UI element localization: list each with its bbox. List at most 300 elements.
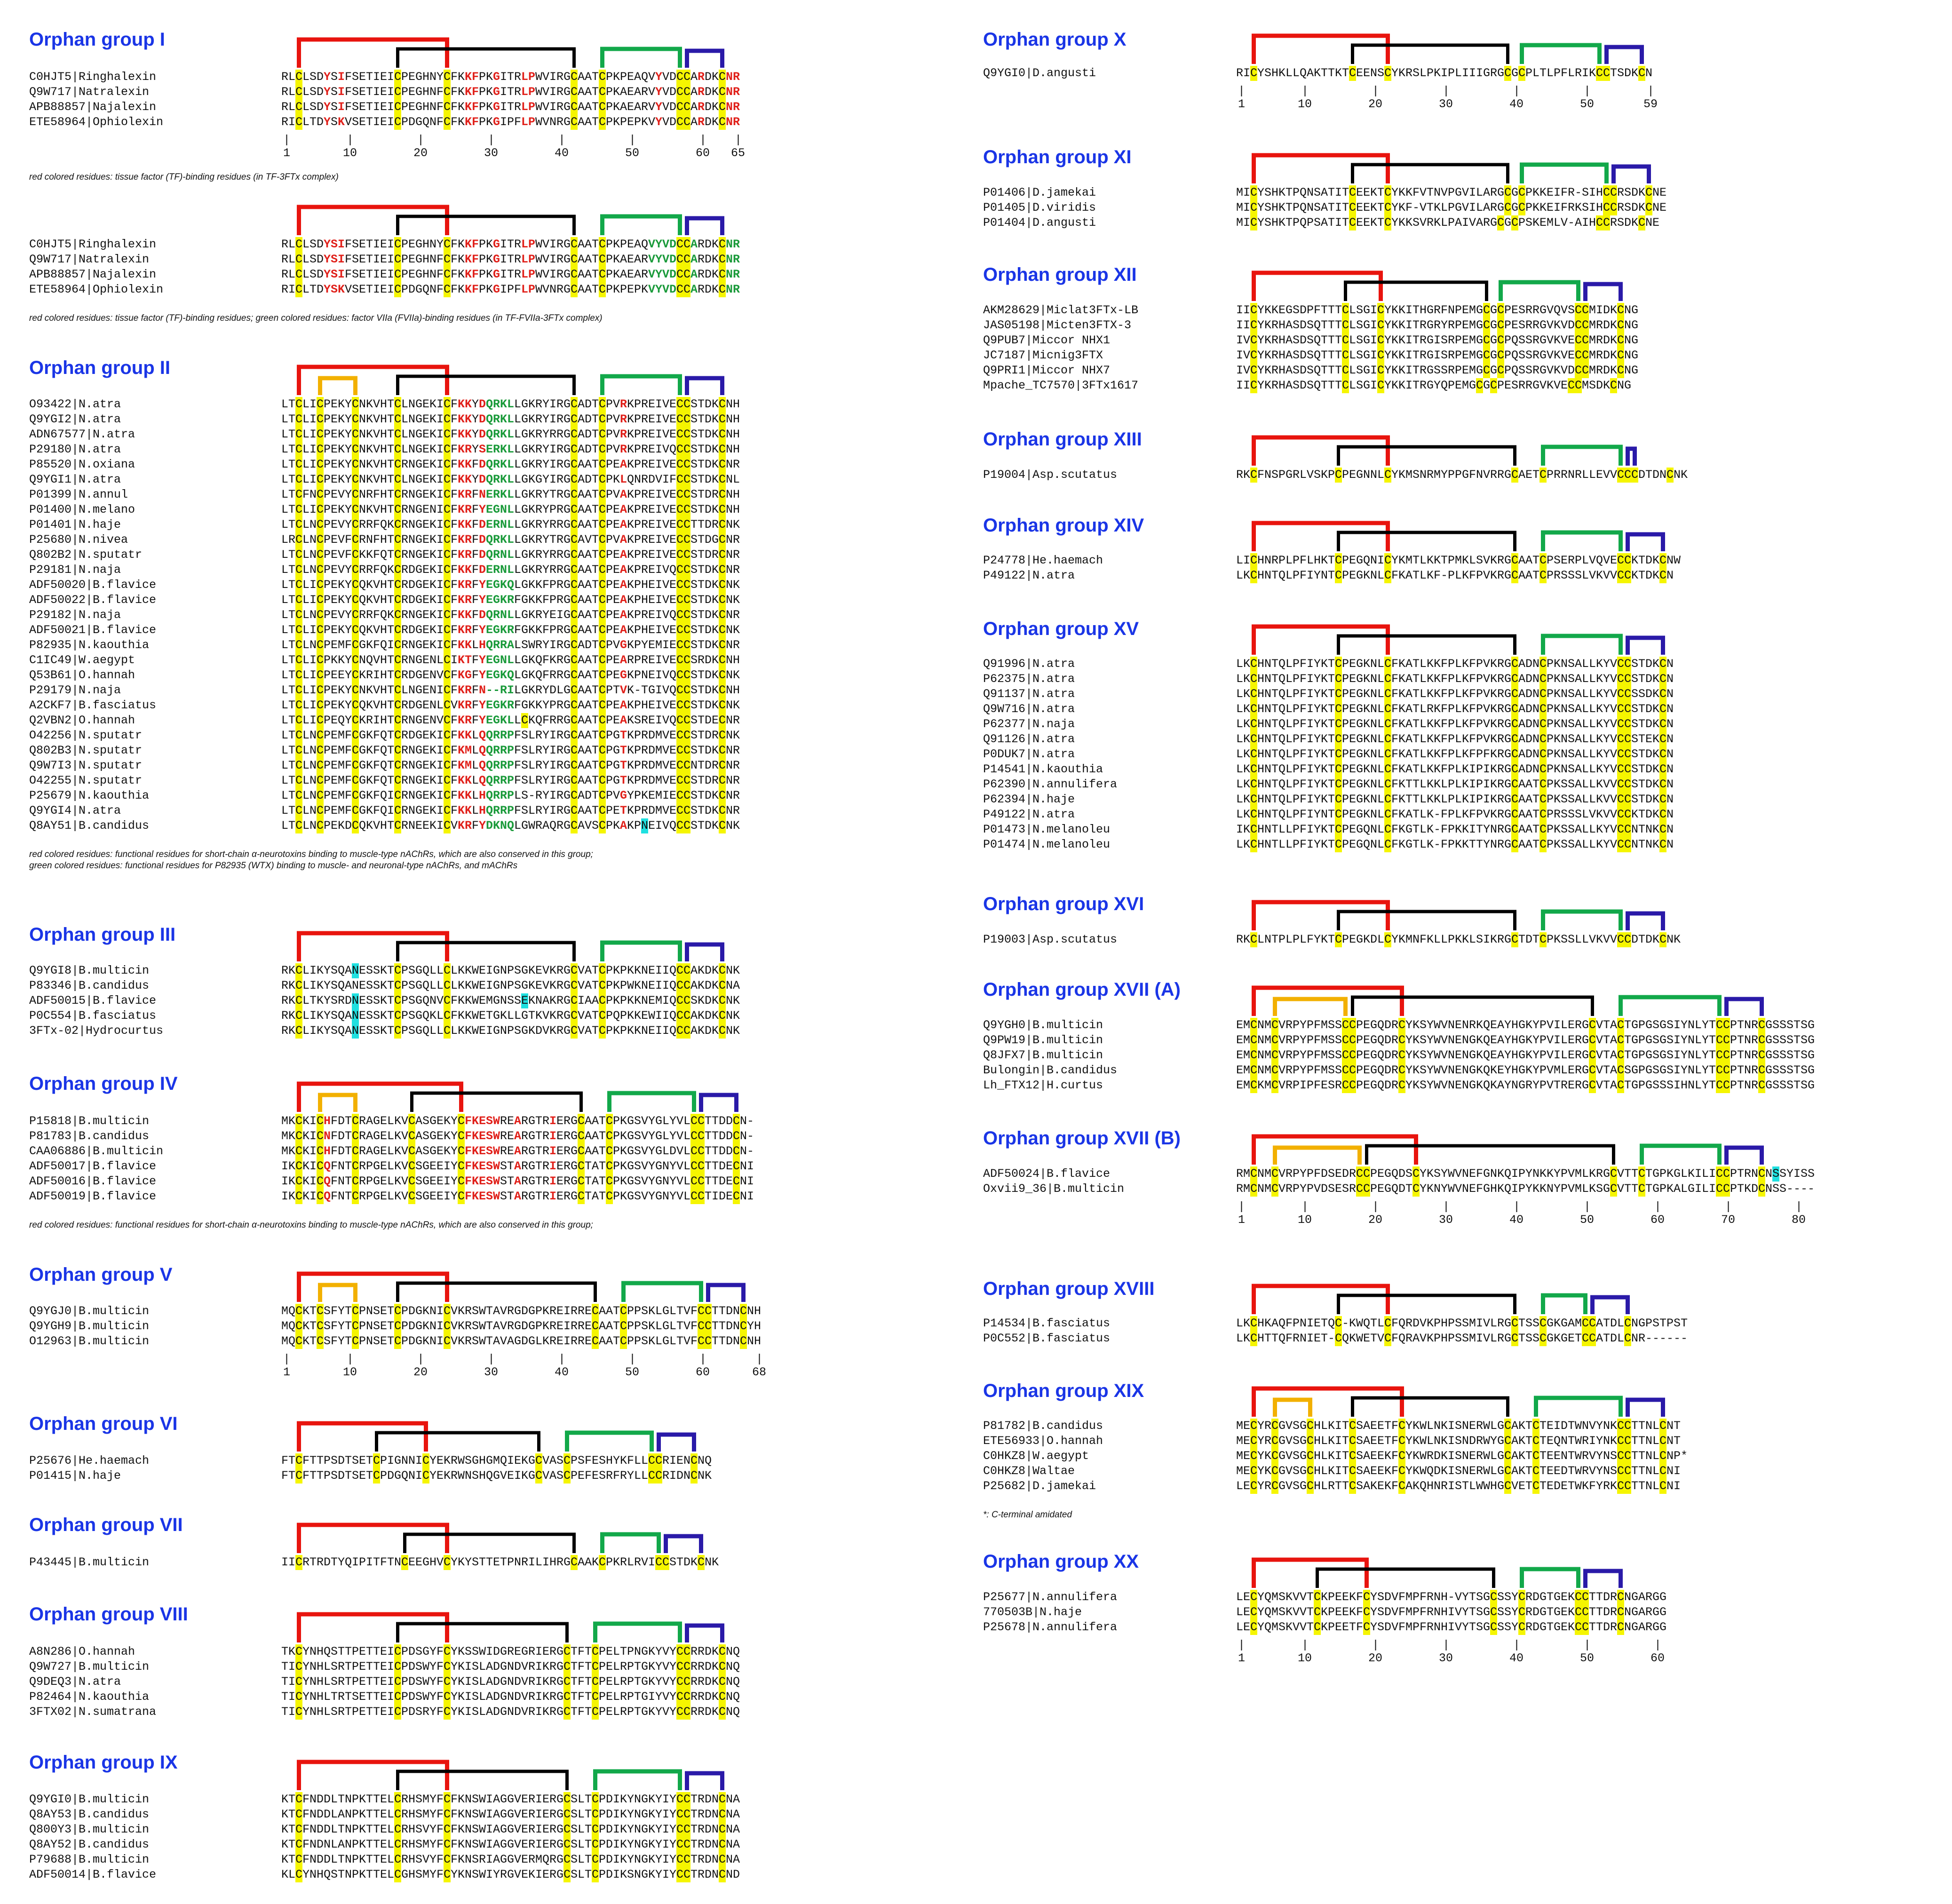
ruler-label: 10 [343, 146, 357, 160]
sequence-name: P25680|N.nivea [29, 533, 128, 547]
sequence-residues: LTCFNCPEVYCNRFHTCRNGEKICFKRFNERKLLGKRYTRGCAATCPVAKPREIVECCSTDRCNH [281, 488, 740, 501]
sequence-name: P25677|N.annulifera [983, 1590, 1118, 1604]
legend-note: red colored residues: tissue factor (TF)-binding residues; green colored residues: factor VIIa (FVIIa)-binding residues (in TF-FVIIa-3FTx complex) [29, 313, 603, 323]
sequence-name: ETE58964|Ophiolexin [29, 115, 164, 129]
sequence-residues: EMCKMCVRPIPFESRCCPEGQDRCYKSYWVNENGKQKAYNGRYPVTRERGCVTACTGPGSSSIHNLYTCCPTNRCGSSSTSG [1236, 1079, 1815, 1092]
sequence-name: Q9YGI2|N.atra [29, 413, 121, 426]
ruler-label: 30 [1439, 1651, 1453, 1665]
sequence-residues: LTCLICPEKYCNKVHTCLNGEKICFKKYDQRKLLGKRYIRGCADTCPVRKPREIVECCSTDKCNH [281, 413, 740, 426]
sequence-name: P43445|B.multicin [29, 1555, 150, 1569]
sequence-residues: LICHNRPLPFLHKTCPEGQNICYKMTLKKTPMKLSVKRGCAATCPSERPLVQVECCKTDKCNW [1236, 554, 1681, 567]
sequence-residues: KTCFNDDLANPKTTELCRHSMYFCFKNSWIAGGVERIERGCSLTCPDIKYNGKYIYCCTRDNCNA [281, 1808, 740, 1821]
sequence-name: Q9YGH0|B.multicin [983, 1018, 1103, 1032]
ruler-tick: | [1584, 1638, 1591, 1652]
sequence-residues: IICYKRHASDSQTTTCLSGICYKKITRGYQPEMGCGCPESRRGVKVECCMSDKCNG [1236, 379, 1632, 392]
group-title: Orphan group VIII [29, 1604, 188, 1625]
sequence-name: P01399|N.annul [29, 488, 128, 501]
sequence-residues: LKCHNTQLPFIYKTCPEGKNLCFKATLKKFPLKFPVKRGCADNCPKNSALLKYVCCSTDKCN [1236, 672, 1674, 686]
ruler-tick: | [488, 133, 495, 147]
sequence-name: ADF50019|B.flavice [29, 1190, 157, 1203]
sequence-residues: FTCFTTPSDTSETCPIGNNICYEKRWSGHGMQIEKGCVASCPSFESHYKFLLCCRIENCNQ [281, 1454, 712, 1468]
sequence-residues: LKCHNTQLPFIYKTCPEGKNLCFKTTLKKLPLKIPIKRGCAATCPKSSALLKVVCCSTDKCN [1236, 777, 1674, 791]
legend-note: red colored residues: functional residues for short-chain α-neurotoxins binding to muscle-type nAChRs, which are also conserved in this group; [29, 1220, 593, 1230]
ruler-tick: | [558, 133, 566, 147]
ruler-label: 1 [283, 1365, 291, 1379]
ruler-tick: | [756, 1352, 763, 1366]
sequence-name: P15818|B.multicin [29, 1114, 150, 1128]
sequence-name: Q9YGI4|N.atra [29, 804, 121, 817]
sequence-name: P01405|D.viridis [983, 201, 1096, 214]
sequence-residues: LECYQMSKVVTCKPEEKFCYSDVFMPFRNH-VYTSGCSSYCRDGTGEKCCTTDRCNGARGG [1236, 1590, 1667, 1604]
sequence-name: P49122|N.atra [983, 569, 1075, 582]
sequence-residues: LTCLICPEKYCNKVHTCLNGENICFKRFN--RILGKRYDLGCAATCPTVK-TGIVQCCSTDKCNH [281, 683, 740, 697]
sequence-name: P24778|He.haemach [983, 554, 1103, 567]
ruler-tick: | [1238, 1200, 1246, 1214]
sequence-residues: KTCFNDDLTNPKTTELCRHSVYFCFKNSWIAGGVERIERGCSLTCPDIKYNGKYIYCCTRDNCNA [281, 1823, 740, 1836]
sequence-name: Q91137|N.atra [983, 687, 1075, 701]
sequence-name: ADF50017|B.flavice [29, 1159, 157, 1173]
sequence-residues: IICYKKEGSDPFTTTCLSGICYKKITHGRFNPEMGCGCPESRRGVQVSCCMIDKCNG [1236, 303, 1639, 317]
sequence-residues: TICYNHLSRTPETTEICPDSRYFCYKISLADGNDVRIKRGCTFTCPELRPTGKYVYCCRRDKCNQ [281, 1705, 740, 1719]
sequence-residues: LTCLICPEKYCQKVHTCRDGEKICFKRFYEGKRFGKKFPRGCAATCPEAKPHEIVECCSTDKCNK [281, 593, 740, 607]
sequence-name: JAS05198|Micten3FTX-3 [983, 318, 1132, 332]
sequence-name: Bulongin|B.candidus [983, 1063, 1118, 1077]
ruler-tick: | [1584, 1200, 1591, 1214]
sequence-residues: TICYNHLTRTSETTEICPDSWYFCYKISLADGNDVRIKRGCTFTCPELRPTGIYVYCCRRDKCNQ [281, 1690, 740, 1704]
ruler-label: 20 [413, 146, 428, 160]
sequence-residues: LTCLICPEKYCNKVHTCRNGEKICFKKFDQRKLLGKRYIRGCAATCPEAKPREIVECCSTDKCNR [281, 458, 740, 471]
ruler-tick: | [1372, 1638, 1380, 1652]
ruler-label: 40 [555, 1365, 569, 1379]
sequence-name: ADF50016|B.flavice [29, 1174, 157, 1188]
sequence-residues: LKCHKAQFPNIETQC-KWQTLCFQRDVKPHPSSMIVLRGCTSSCGKGAMCCATDLCNGPSTPST [1236, 1317, 1688, 1330]
sequence-name: ADF50015|B.flavice [29, 994, 157, 1008]
sequence-name: P62377|N.naja [983, 717, 1075, 731]
sequence-name: Q9W717|Natralexin [29, 253, 150, 266]
sequence-residues: LTCLNCPEMFCGKFQICRNGEKICFKKLHQRRPLS-RYIRGCADTCPVGYPKEMIECCSTDKCNR [281, 789, 740, 802]
sequence-residues: IKCHNTLLPFIYKTCPEGQNLCFKGTLK-FPKKITYNRGCAATCPKSSALLKYVCCNTNKCN [1236, 823, 1674, 836]
sequence-name: Q802B3|N.sputatr [29, 744, 143, 757]
sequence-name: P81783|B.candidus [29, 1129, 150, 1143]
sequence-residues: LTCLICPEKYCNKVHTCRNGENICFKRFYEGNLLGKRYPRGCAATCPEAKPREIVECCSTDKCNH [281, 503, 740, 516]
sequence-residues: LTCLNCPEVFCKKFQTCRNGEKICFKRFDQRNLLGKRYRRGCAATCPEAKPREIVECCSTDRCNR [281, 548, 740, 562]
sequence-name: Q9PW19|B.multicin [983, 1033, 1103, 1047]
sequence-name: Q8AY52|B.candidus [29, 1838, 150, 1851]
ruler-label: 40 [555, 146, 569, 160]
sequence-residues: IKCKICQFNTCRPGELKVCSGEEIYCFKESWSTARGTRIERGCTATCPKGSVYGNYVLCCTTDECNI [281, 1159, 754, 1173]
sequence-residues: KLCYNHQSTNPKTTELCGHSMYFCYKNSWIYRGVEKIERGCSLTCPDIKSNGKYIYCCTRDNCND [281, 1868, 740, 1881]
ruler-tick: | [1301, 84, 1309, 98]
sequence-residues: EMCNMCVRPYPFMSSCCPEGQDRCYKSYWVNENGKQEAYHGKYPVILERGCVTACTGPGSGSIYNLYTCCPTNRCGSSSTSG [1236, 1048, 1815, 1062]
ruler-tick: | [1654, 1638, 1662, 1652]
sequence-name: C0HJT5|Ringhalexin [29, 70, 157, 84]
sequence-name: Q9YGH9|B.multicin [29, 1319, 150, 1333]
sequence-name: Q53B61|O.hannah [29, 668, 135, 682]
sequence-name: P83346|B.candidus [29, 979, 150, 992]
ruler-label: 70 [1721, 1213, 1736, 1227]
sequence-name: ADF50014|B.flavice [29, 1868, 157, 1881]
ruler-tick: | [1513, 84, 1521, 98]
group-title: Orphan group XI [983, 147, 1132, 167]
ruler-label: 40 [1509, 1651, 1524, 1665]
sequence-name: A8N286|O.hannah [29, 1645, 135, 1658]
ruler-label: 1 [283, 146, 291, 160]
sequence-name: Oxvii9_36|B.multicin [983, 1182, 1125, 1196]
legend-note: green colored residues: functional residues for P82935 (WTX) binding to muscle- and neuronal-type nAChRs, and mAChRs [29, 861, 518, 871]
sequence-residues: LKCHNTQLPFIYKTCPEGKNLCFKATLKKFPLKIPIKRGCADNCPKNSALLKYVCCSTDKCN [1236, 762, 1674, 776]
bond-red [1254, 1560, 1367, 1588]
sequence-name: C1IC49|W.aegypt [29, 653, 135, 667]
sequence-name: Q9W727|B.multicin [29, 1660, 150, 1674]
sequence-residues: KTCFNDDLTNPKTTELCRHSVYFCFKNSRIAGGVERMQRGCSLTCPDIKYNGKYIYCCTRDNCNA [281, 1853, 740, 1866]
sequence-residues: LRCLNCPEVFCRNFHTCRNGEKICFKRFDQRKLLGKRYTRGCAVTCPVAKPREIVECCSTDGCNR [281, 533, 740, 547]
ruler-tick: | [629, 1352, 636, 1366]
sequence-residues: KTCFNDNLANPKTTELCRHSMYFCFKNSWIAGGVERIERGCSLTCPDIKYNGKYIYCCTRDNCNA [281, 1838, 740, 1851]
sequence-residues: IVCYKRHASDSQTTTCLSGICYKKITRGISRPEMGCGCPQSSRGVKVECCMRDKCNG [1236, 333, 1639, 347]
sequence-residues: RICYSHKLLQAKTTKTCEENSCYKRSLPKIPLIIIGRGCGCPLTLPFLRIKCCTSDKCN [1236, 66, 1653, 80]
sequence-residues: LTCLNCPEVYCRRFQKCRDGEKICFKKFDERNLLGKRYRRGCAATCPEAKPREIVQCCSTDKCNR [281, 563, 740, 577]
sequence-residues: LTCLNCPEVYCRRFQKCRNGEKICFKKFDERNLLGKRYRRGCAATCPEAKPREIVECCTTDRCNK [281, 518, 740, 532]
sequence-residues: LTCLICPEKYCQKVHTCRDGENLCVKRFYEGKRFGKKYPRGCAATCPEAKPHEIVECCSTDKCNK [281, 698, 740, 712]
sequence-name: Q91126|N.atra [983, 732, 1075, 746]
ruler-label: 30 [1439, 97, 1453, 111]
sequence-residues: RKCFNSPGRLVSKPCPEGNNLCYKMSNRMYPPGFNVRRGCAETCPRRNRLLEVVCCCDTDNCNK [1236, 468, 1688, 482]
sequence-name: Q91996|N.atra [983, 657, 1075, 671]
ruler-tick: | [283, 1352, 291, 1366]
ruler-tick: | [1647, 84, 1655, 98]
sequence-name: P29179|N.naja [29, 683, 121, 697]
sequence-residues: LKCHNTQLPFIYNTCPEGKNLCFKATLKF-PLKFPVKRGCAATCPRSSSLVKVVCCKTDKCN [1236, 569, 1674, 582]
sequence-residues: RLCLSDYSIFSETIEICPEGHNYCFKKFPKGITRLPWVIRGCAATCPKPEAQVYVDCCARDKCNR [281, 238, 740, 251]
sequence-name: O93422|N.atra [29, 397, 121, 411]
ruler-label: 10 [1298, 1213, 1312, 1227]
sequence-name: C0HJT5|Ringhalexin [29, 238, 157, 251]
sequence-name: O42256|N.sputatr [29, 729, 143, 742]
ruler-tick: | [1443, 1200, 1450, 1214]
sequence-residues: IVCYKRHASDSQTTTCLSGICYKKITRGISRPEMGCGCPQSSRGVKVECCMRDKCNG [1236, 349, 1639, 362]
sequence-residues: FTCFTTPSDTSETCPDGQNICYEKRWNSHQGVEIKGCVASCPEFESRFRYLLCCRIDNCNK [281, 1469, 712, 1483]
ruler-label: 10 [343, 1365, 357, 1379]
ruler-tick: | [347, 1352, 354, 1366]
sequence-residues: LTCLICPEKYCNKVHTCLNGEKICFKKYDQRKLLGKRYIRGCADTCPVRKPREIVECCSTDKCNH [281, 397, 740, 411]
sequence-residues: EMCNMCVRPYPFMSSCCPEGQDRCYKSYWVNENGKQKEYHGKYPVMLERGCVTACSGPGSGSIYNLYTCCPTNRCGSSSTSG [1236, 1063, 1815, 1077]
ruler-tick: | [1238, 84, 1246, 98]
sequence-residues: IICYKRHASDSQTTTCLSGICYKKITRGRYRPEMGCGCPESRRGVKVDCCMRDKCNG [1236, 318, 1639, 332]
sequence-residues: RKCLIKYSQANESSKTCPSGQKLCFKKWETGKLLGTKVKRGCVATCPQPKKEWIIQCCAKDKCNK [281, 1009, 740, 1023]
ruler-label: 1 [1238, 1651, 1246, 1665]
sequence-residues: IKCKICQFNTCRPGELKVCSGEEIYCFKESWSTARGTRIERGCTATCPKGSVYGNYVLCCTTDECNI [281, 1174, 754, 1188]
sequence-residues: LKCHNTLLPFIYKTCPEGQNLCFKGTLK-FPKKTTYNRGCAATCPKSSALLKYVCCNTNKCN [1236, 838, 1674, 851]
sequence-name: Lh_FTX12|H.curtus [983, 1079, 1103, 1092]
sequence-name: Q9W717|Natralexin [29, 85, 150, 99]
ruler-tick: | [283, 133, 291, 147]
sequence-residues: LECYQMSKVVTCKPEEKFCYSDVFMPFRNHIVYTSGCSSYCRDGTGEKCCTTDRCNGARGG [1236, 1605, 1667, 1619]
sequence-residues: LKCHNTQLPFIYKTCPEGKNLCFKATLKKFPLKFPVKRGCADNCPKNSALLKYVCCSTDKCN [1236, 657, 1674, 671]
sequence-residues: LTCLICPEKYCNKVHTCLNGEKICFKKYDQRKLLGKRYRRGCADTCPVRKPREIVECCSTDKCNH [281, 428, 740, 441]
group-title: Orphan group I [29, 29, 165, 50]
sequence-residues: EMCNMCVRPYPFMSSCCPEGQDRCYKSYWVNENRKQEAYHGKYPVILERGCVTACTGPGSGSIYNLYTCCPTNRCGSSSTSG [1236, 1018, 1815, 1032]
ruler-label: 50 [1580, 1651, 1595, 1665]
sequence-residues: LTCLICPEKYCNKVHTCLNGEKICFKKYDQRKLLGKGYIRGCADTCPKLQNRDVIFCCSTDKCNL [281, 473, 740, 486]
sequence-residues: RKCLNTPLPLFYKTCPEGKDLCYKMNFKLLPKKLSIKRGCTDTCPKSSLLVKVVCCDTDKCNK [1236, 933, 1681, 946]
group-title: Orphan group XVII (A) [983, 979, 1181, 1000]
sequence-residues: LKCHNTQLPFIYNTCPEGKNLCFKATLK-FPLKFPVKRGCAATCPRSSSLVKVVCCKTDKCN [1236, 808, 1674, 821]
sequence-name: P62390|N.annulifera [983, 777, 1118, 791]
sequence-residues: RKCLIKYSQANESSKTCPSGQLLCLKKWEIGNPSGKDVKRGCVATCPKPKKNEIIQCCAKDKCNK [281, 1024, 740, 1038]
sequence-name: P29182|N.naja [29, 608, 121, 622]
sequence-name: P25682|D.jamekai [983, 1479, 1096, 1493]
sequence-residues: LTCLNCPEMFCGKFQTCRNGEKICFKKLQQRRPFSLRYIRGCAATCPGTKPRDMVECCSTDRCNR [281, 774, 740, 787]
ruler-tick: | [347, 133, 354, 147]
group-title: Orphan group XVII (B) [983, 1128, 1181, 1149]
sequence-name: C0HKZ8|W.aegypt [983, 1449, 1089, 1463]
sequence-residues: TICYNHLSRTPETTEICPDSWYFCYKISLADGNDVRIKRGCTFTCPELRPTGKYVYCCRRDKCNQ [281, 1660, 740, 1674]
sequence-name: O42255|N.sputatr [29, 774, 143, 787]
sequence-name: ETE58964|Ophiolexin [29, 283, 164, 296]
sequence-residues: MICYSHKTPQNSATITCEEKTCYKF-VTKLPGVILARGCGCPKKEIFRKSIHCCRSDKCNE [1236, 201, 1667, 214]
ruler-label: 1 [1238, 97, 1246, 111]
sequence-residues: MQCKTCSFYTCPNSETCPDGKNICVKRSWTAVRGDGPKREIRRECAATCPPSKLGLTVFCCTTDNCNH [281, 1304, 762, 1318]
sequence-name: P82935|N.kaouthia [29, 638, 150, 652]
ruler-tick: | [1301, 1638, 1309, 1652]
ruler-label: 50 [1580, 97, 1595, 111]
sequence-name: Q800Y3|B.multicin [29, 1823, 150, 1836]
bond-blue [1586, 1571, 1621, 1588]
bond-black [1317, 1569, 1494, 1588]
sequence-name: APB88857|Najalexin [29, 268, 157, 281]
group-title: Orphan group XIV [983, 515, 1144, 536]
ruler-tick: | [417, 133, 425, 147]
sequence-name: APB88857|Najalexin [29, 100, 157, 114]
ruler-label: 60 [696, 146, 710, 160]
sequence-name: P01473|N.melanoleu [983, 823, 1111, 836]
sequence-residues: TICYNHLSRTPETTEICPDSWYFCYKISLADGNDVRIKRGCTFTCPELRPTGKYVYCCRRDKCNQ [281, 1675, 740, 1689]
ruler-tick: | [1584, 84, 1591, 98]
ruler-label: 65 [731, 146, 746, 160]
ruler-label: 68 [752, 1365, 767, 1379]
sequence-residues: LTCLICPKKYCNQVHTCRNGENLCIKTFYEGNLLGKQFKRGCAATCPEARPREIVECCSRDKCNH [281, 653, 740, 667]
legend-note: red colored residues: tissue factor (TF)-binding residues (in TF-3FTx complex) [29, 172, 339, 182]
sequence-residues: RLCLSDYSIFSETIEICPEGHNFCFKKFPKGITRLPWVIRGCAATCPKAEARVYVDCCARDKCNR [281, 85, 740, 99]
sequence-name: P62375|N.atra [983, 672, 1075, 686]
sequence-name: Q9YGI0|B.multicin [29, 1793, 150, 1806]
sequence-residues: LTCLNCPEMFCGKFQICRNGEKICFKKLHQRRALSWRYIRGCADTCPVGKPYEMIECCSTDKCNR [281, 638, 740, 652]
sequence-name: 3FTX02|N.sumatrana [29, 1705, 157, 1719]
sequence-residues: IKCKICQFNTCRPGELKVCSGEEIYCFKESWSTARGTRIERGCTATCPKGSVYGNYVLCCTIDECNI [281, 1190, 754, 1203]
sequence-residues: LTCLNCPEMFCGKFQTCRNGEKICFKMLQQRRPFSLRYIRGCAATCPGTKPRDMVECCSTDKCNR [281, 744, 740, 757]
group-title: Orphan group XIX [983, 1380, 1144, 1401]
ruler-label: 50 [625, 1365, 640, 1379]
sequence-name: P85520|N.oxiana [29, 458, 135, 471]
sequence-name: Q9W716|N.atra [983, 702, 1075, 716]
sequence-name: P01404|D.angusti [983, 216, 1096, 230]
ruler-label: 40 [1509, 97, 1524, 111]
sequence-name: O12963|B.multicin [29, 1334, 150, 1348]
ruler-label: 50 [625, 146, 640, 160]
legend-note: red colored residues: functional residues for short-chain α-neurotoxins binding to muscle-type nAChRs, which are also conserved in this group; [29, 849, 593, 859]
ruler-label: 40 [1509, 1213, 1524, 1227]
ruler-tick: | [1372, 1200, 1380, 1214]
sequence-name: P25679|N.kaouthia [29, 789, 150, 802]
ruler-tick: | [558, 1352, 566, 1366]
ruler-label: 20 [413, 1365, 428, 1379]
bond-green [1522, 1569, 1579, 1588]
sequence-name: Q8AY53|B.candidus [29, 1808, 150, 1821]
ruler-label: 10 [1298, 97, 1312, 111]
sequence-name: JC7187|Micnig3FTX [983, 349, 1103, 362]
ruler-tick: | [1513, 1638, 1521, 1652]
legend-note: *: C-terminal amidated [983, 1510, 1072, 1520]
sequence-name: P01406|D.jamekai [983, 186, 1096, 199]
ruler-tick: | [735, 133, 742, 147]
ruler-label: 30 [484, 146, 499, 160]
sequence-name: P0DUK7|N.atra [983, 747, 1075, 761]
sequence-name: Q9YGI8|B.multicin [29, 964, 150, 977]
sequence-name: P25678|N.annulifera [983, 1620, 1118, 1634]
ruler-tick: | [1372, 84, 1380, 98]
sequence-residues: LKCHNTQLPFIYKTCPEGKNLCFKATLKKFPLKFPVKRGCADNCPKNSALLKYVCCSSDKCN [1236, 687, 1674, 701]
ruler-label: 20 [1368, 1213, 1383, 1227]
sequence-name: P0C552|B.fasciatus [983, 1332, 1111, 1345]
sequence-name: P25676|He.haemach [29, 1454, 150, 1468]
group-title: Orphan group XVI [983, 894, 1144, 914]
sequence-residues: RLCLSDYSIFSETIEICPEGHNFCFKKFPKGITRLPWVIRGCAATCPKAEARVYVDCCARDKCNR [281, 100, 740, 114]
sequence-residues: LECYQMSKVVTCKPEETFCYSDVFMPFRNHIVYTSGCSSYCRDGTGEKCCTTDRCNGARGG [1236, 1620, 1667, 1634]
group-title: Orphan group XVIII [983, 1278, 1155, 1299]
sequence-residues: RKCLIKYSQANESSKTCPSGQLLCLKKWEIGNPSGKEVKRGCVATCPKPWKNEIIQCCAKDKCNA [281, 979, 740, 992]
sequence-residues: LTCLICPEKYCQKVHTCRDGEKICFKRFYEGKQLGKKFPRGCAATCPEAKPHEIVECCSTDKCNK [281, 578, 740, 592]
group-title: Orphan group III [29, 924, 176, 945]
sequence-name: 3FTx-02|Hydrocurtus [29, 1024, 164, 1038]
sequence-name: P79688|B.multicin [29, 1853, 150, 1866]
sequence-name: ADF50024|B.flavice [983, 1167, 1111, 1181]
group-title: Orphan group XV [983, 619, 1139, 639]
group-title: Orphan group XIII [983, 429, 1142, 450]
ruler-label: 20 [1368, 97, 1383, 111]
ruler-tick: | [1443, 84, 1450, 98]
ruler-tick: | [1443, 1638, 1450, 1652]
sequence-residues: MECYKCGVSGCHLKITCSAEEKFCYKWQDKISNERWLGCAKTCTEEDTWRVYNSCCTTNLCNI [1236, 1464, 1681, 1478]
group-title: Orphan group VI [29, 1413, 178, 1434]
sequence-residues: LTCLICPEKYCNKVHTCLNGEKICFKRYSERKLLGKRYIRGCADTCPVRKPREIVQCCSTDKCNH [281, 443, 740, 456]
ruler-label: 80 [1792, 1213, 1806, 1227]
ruler-tick: | [699, 133, 707, 147]
sequence-name: P01400|N.melano [29, 503, 135, 516]
sequence-residues: RKCLTKYSRDNESSKTCPSGQNVCFKKWEMGNSSEKNAKRGCIAACPKPKKNEMIQCCSKDKCNK [281, 994, 740, 1008]
sequence-residues: LKCHNTQLPFIYKTCPEGKNLCFKATLKKFPLKFPFKRGCADNCPKNSALLKYVCCSTDKCN [1236, 747, 1674, 761]
ruler-label: 10 [1298, 1651, 1312, 1665]
ruler-tick: | [699, 1352, 707, 1366]
sequence-residues: MICYSHKTPQNSATITCEEKTCYKKFVTNVPGVILARGCGCPKKEIFR-SIHCCRSDKCNE [1236, 186, 1667, 199]
ruler-tick: | [1301, 1200, 1309, 1214]
sequence-name: ADF50022|B.flavice [29, 593, 157, 607]
sequence-name: P81782|B.candidus [983, 1419, 1103, 1433]
sequence-name: Q9YGI1|N.atra [29, 473, 121, 486]
sequence-name: P29181|N.naja [29, 563, 121, 577]
sequence-name: P14534|B.fasciatus [983, 1317, 1111, 1330]
sequence-name: P62394|N.haje [983, 793, 1075, 806]
sequence-name: P01401|N.haje [29, 518, 121, 532]
sequence-name: Mpache_TC7570|3FTx1617 [983, 379, 1139, 392]
sequence-residues: LKCHNTQLPFIYKTCPEGKNLCFKATLKKFPLKFPVKRGCADNCPKNSALLKYVCCSTEKCN [1236, 732, 1674, 746]
sequence-residues: MKCKICNFDTCRAGELKVCASGEKYCFKESWREARGTRIERGCAATCPKGSVYGLYVLCCTTDDCN- [281, 1129, 754, 1143]
ruler-label: 20 [1368, 1651, 1383, 1665]
sequence-name: Q8AY51|B.candidus [29, 819, 150, 833]
sequence-name: P82464|N.kaouthia [29, 1690, 150, 1704]
sequence-residues: LTCLNCPEKDCQKVHTCRNEEKICVKRFYDKNQLGWRAQRGCAVSCPKAKPNEIVQCCSTDKCNK [281, 819, 740, 833]
sequence-residues: LTCLICPEEYCKRIHTCRDGENVCFKGFYEGKQLGKQFRRGCAATCPEGKPNEIVQCCSTDKCNK [281, 668, 740, 682]
sequence-residues: LKCHNTQLPFIYKTCPEGKNLCFKTTLKKLPLKIPIKRGCAATCPKSSALLKVVCCSTDKCN [1236, 793, 1674, 806]
sequence-name: Q2VBN2|O.hannah [29, 714, 135, 727]
sequence-name: Q8JFX7|B.multicin [983, 1048, 1103, 1062]
ruler-label: 60 [1650, 1213, 1665, 1227]
group-title: Orphan group V [29, 1264, 173, 1285]
ruler-tick: | [629, 133, 636, 147]
sequence-name: P19004|Asp.scutatus [983, 468, 1118, 482]
sequence-residues: EMCNMCVRPYPFMSSCCPEGQDRCYKSYWVNENGKQEAYHGKYPVILERGCVTACTGPGSGSIYNLYTCCPTNRCGSSSTSG [1236, 1033, 1815, 1047]
group-title: Orphan group II [29, 357, 170, 378]
group-title: Orphan group X [983, 29, 1127, 50]
sequence-name: Q9YGI0|D.angusti [983, 66, 1096, 80]
ruler-tick: | [1654, 1200, 1662, 1214]
sequence-name: P01415|N.haje [29, 1469, 121, 1483]
sequence-name: Q9PRI1|Miccor NHX7 [983, 364, 1111, 377]
sequence-residues: LECYRCGVSGCHLRTTCSAKEKFCAKQHNRISTLWWHGCVETCTEDETWKFYRKCCTTNLCNI [1236, 1479, 1681, 1493]
sequence-name: 770503B|N.haje [983, 1605, 1082, 1619]
ruler-tick: | [1238, 1638, 1246, 1652]
ruler-label: 30 [1439, 1213, 1453, 1227]
sequence-name: P0C554|B.fasciatus [29, 1009, 157, 1023]
sequence-name: ADF50021|B.flavice [29, 623, 157, 637]
ruler-label: 59 [1643, 97, 1658, 111]
ruler-label: 60 [696, 1365, 710, 1379]
sequence-name: C0HKZ8|Waltae [983, 1464, 1075, 1478]
sequence-residues: RICLTDYSKVSETIEICPDGQNFCFKKFPKGIPFLPWVNRGCAATCPKPEPKVYVDCCARDKCNR [281, 115, 740, 129]
group-title: Orphan group IX [29, 1752, 178, 1773]
sequence-residues: TKCYNHQSTTPETTEICPDSGYFCYKSSWIDGREGRIERGCTFTCPELTPNGKYVYCCRRDKCNQ [281, 1645, 740, 1658]
sequence-residues: LTCLNCPEMFCGKFQTCRDGEKICFKKLQQRRPFSLRYIRGCAATCPGTKPRDMVECCSTDRCNK [281, 729, 740, 742]
ruler-label: 1 [1238, 1213, 1246, 1227]
sequence-name: CAA06886|B.multicin [29, 1144, 164, 1158]
sequence-residues: RMCNMCVRPYPVDSESRCCPEGQDTCYKNYWVNEFGHKQIPYKKNYPVMLKSGCVTTCTGPKALGILICCPTKDCNSS---- [1236, 1182, 1815, 1196]
ruler-label: 50 [1580, 1213, 1595, 1227]
sequence-name: Q9W7I3|N.sputatr [29, 759, 143, 772]
sequence-residues: MQCKTCSFYTCPNSETCPDGKNICVKRSWTAVAGDGLKREIRRECAATCPPSKLGLTVFCCTTDNCNH [281, 1334, 762, 1348]
sequence-residues: RICLTDYSKVSETIEICPDGQNFCFKKFPKGIPFLPWVNRGCAATCPKPEPKVYVDCCARDKCNR [281, 283, 740, 296]
sequence-residues: LKCHTTQFRNIET-CQKWETVCFQRAVKPHPSSMIVLRGCTSSCGKGETCCATDLCNR------ [1236, 1332, 1688, 1345]
sequence-name: A2CKF7|B.fasciatus [29, 698, 157, 712]
ruler-tick: | [1795, 1200, 1803, 1214]
ruler-tick: | [1513, 1200, 1521, 1214]
sequence-name: ADF50020|B.flavice [29, 578, 157, 592]
sequence-residues: LTCLNCPEMFCGKFQTCRNGEKICFKMLQQRRPFSLRYIRGCAATCPGTKPRDMVECCNTDRCNR [281, 759, 740, 772]
sequence-residues: RLCLSDYSIFSETIEICPEGHNYCFKKFPKGITRLPWVIRGCAATCPKPEAQVYVDCCARDKCNR [281, 70, 740, 84]
sequence-name: P01474|N.melanoleu [983, 838, 1111, 851]
sequence-name: P19003|Asp.scutatus [983, 933, 1118, 946]
sequence-name: ETE56933|O.hannah [983, 1434, 1103, 1448]
sequence-residues: LTCLNCPEMFCGKFQICRNGEKICFKKLHQRRPFSLRYIRGCAATCPETKPRDMVECCSTDKCNR [281, 804, 740, 817]
sequence-residues: MECYRCGVSGCHLKITCSAEETFCYKWLNKISNERWLGCAKTCTEIDTWNVYNKCCTTNLCNT [1236, 1419, 1681, 1433]
sequence-residues: LTCLICPEKYCQKVHTCRDGEKICFKRFYEGKRFGKKFPRGCAATCPEAKPHEIVECCSTDKCNK [281, 623, 740, 637]
sequence-residues: RLCLSDYSIFSETIEICPEGHNFCFKKFPKGITRLPWVIRGCAATCPKAEARVYVDCCARDKCNR [281, 253, 740, 266]
sequence-residues: MICYSHKTPQPSATITCEEKTCYKKSVRKLPAIVARGCGCPSKEMLV-AIHCCRSDKCNE [1236, 216, 1660, 230]
sequence-name: P49122|N.atra [983, 808, 1075, 821]
sequence-residues: LKCHNTQLPFIYKTCPEGKNLCFKATLRKFPLKFPVKRGCADNCPKNSALLKYVCCSTDKCN [1236, 702, 1674, 716]
sequence-residues: KTCFNDDLTNPKTTELCRHSMYFCFKNSWIAGGVERIERGCSLTCPDIKYNGKYIYCCTRDNCNA [281, 1793, 740, 1806]
sequence-residues: LTCLICPEQYCKRIHTCRNGENVCFKRFYEGKLLCKQFRRGCAATCPEAKSREIVQCCSTDECNR [281, 714, 740, 727]
group-title: Orphan group VII [29, 1515, 183, 1535]
sequence-residues: LTCLNCPEVYCRRFQKCRNGEKICFKKFDQRNLLGKRYEIGCAATCPEAKPREIVQCCSTDKCNR [281, 608, 740, 622]
